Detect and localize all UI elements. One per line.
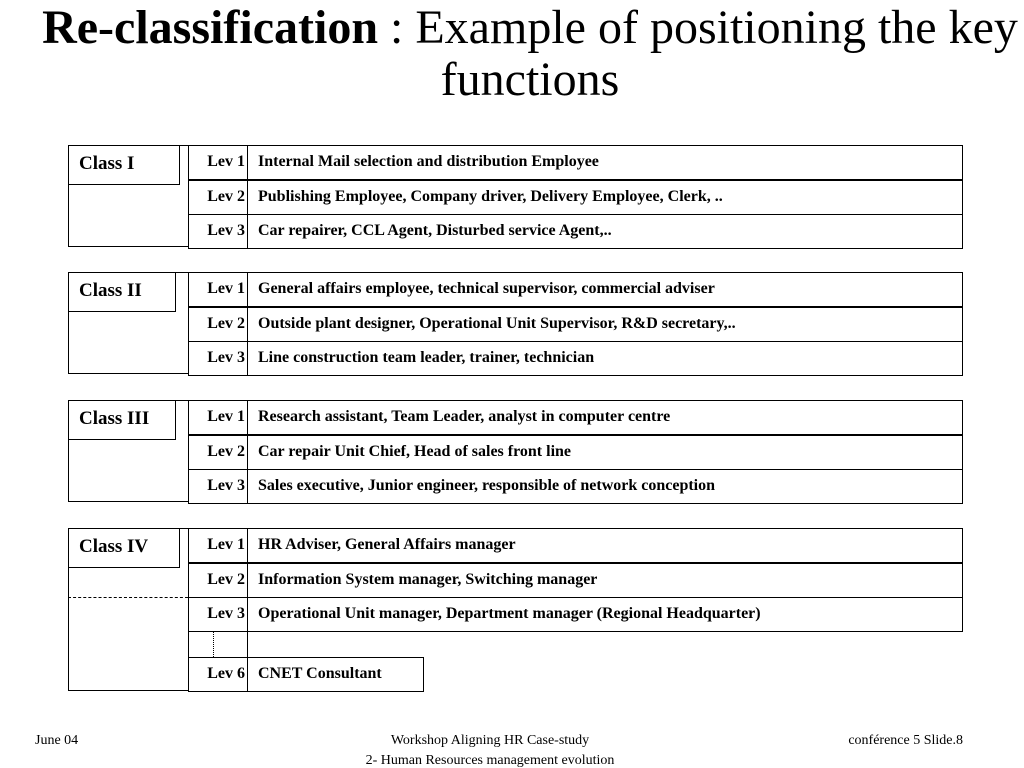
level-label: Lev 1 — [188, 400, 248, 435]
ellipsis-connector — [213, 632, 214, 657]
level-label: Lev 6 — [188, 657, 248, 692]
class-label: Class IV — [68, 528, 180, 568]
function-description: Publishing Employee, Company driver, Delivery Employee, Clerk, .. — [247, 180, 963, 215]
footer-center-2: 2- Human Resources management evolution — [365, 753, 615, 768]
function-description: Information System manager, Switching manager — [247, 563, 963, 598]
function-description: Sales executive, Junior engineer, responsible of network conception — [247, 469, 963, 504]
function-description: Line construction team leader, trainer, technician — [247, 341, 963, 376]
class-label: Class II — [68, 272, 176, 312]
level-label: Lev 1 — [188, 528, 248, 563]
title-bold: Re-classification — [42, 1, 379, 54]
function-description: General affairs employee, technical supervisor, commercial adviser — [247, 272, 963, 307]
function-description: Outside plant designer, Operational Unit Supervisor, R&D secretary,.. — [247, 307, 963, 342]
slide-title — [0, 2, 1024, 106]
footer-center-1: Workshop Aligning HR Case-study — [390, 733, 590, 748]
function-description: CNET Consultant — [247, 657, 424, 692]
function-description: HR Adviser, General Affairs manager — [247, 528, 963, 563]
level-label: Lev 1 — [188, 272, 248, 307]
class-label: Class III — [68, 400, 176, 440]
function-description: Operational Unit manager, Department manager (Regional Headquarter) — [247, 597, 963, 632]
level-label: Lev 2 — [188, 435, 248, 470]
class-label: Class I — [68, 145, 180, 185]
level-label: Lev 2 — [188, 563, 248, 598]
level-label: Lev 3 — [188, 469, 248, 504]
footer-slide-number: conférence 5 Slide.8 — [848, 733, 963, 748]
level-label: Lev 3 — [188, 341, 248, 376]
level-label: Lev 2 — [188, 307, 248, 342]
level-label: Lev 3 — [188, 597, 248, 632]
footer-date: June 04 — [35, 733, 79, 748]
function-description: Internal Mail selection and distribution Employee — [247, 145, 963, 180]
level-label: Lev 1 — [188, 145, 248, 180]
level-label: Lev 2 — [188, 180, 248, 215]
function-description: Car repairer, CCL Agent, Disturbed service Agent,.. — [247, 214, 963, 249]
level-label: Lev 3 — [188, 214, 248, 249]
function-description: Research assistant, Team Leader, analyst in computer centre — [247, 400, 963, 435]
function-description: Car repair Unit Chief, Head of sales front line — [247, 435, 963, 470]
dashed-divider — [68, 597, 188, 598]
title-rest: : Example of positioning the key functions — [378, 1, 1018, 106]
